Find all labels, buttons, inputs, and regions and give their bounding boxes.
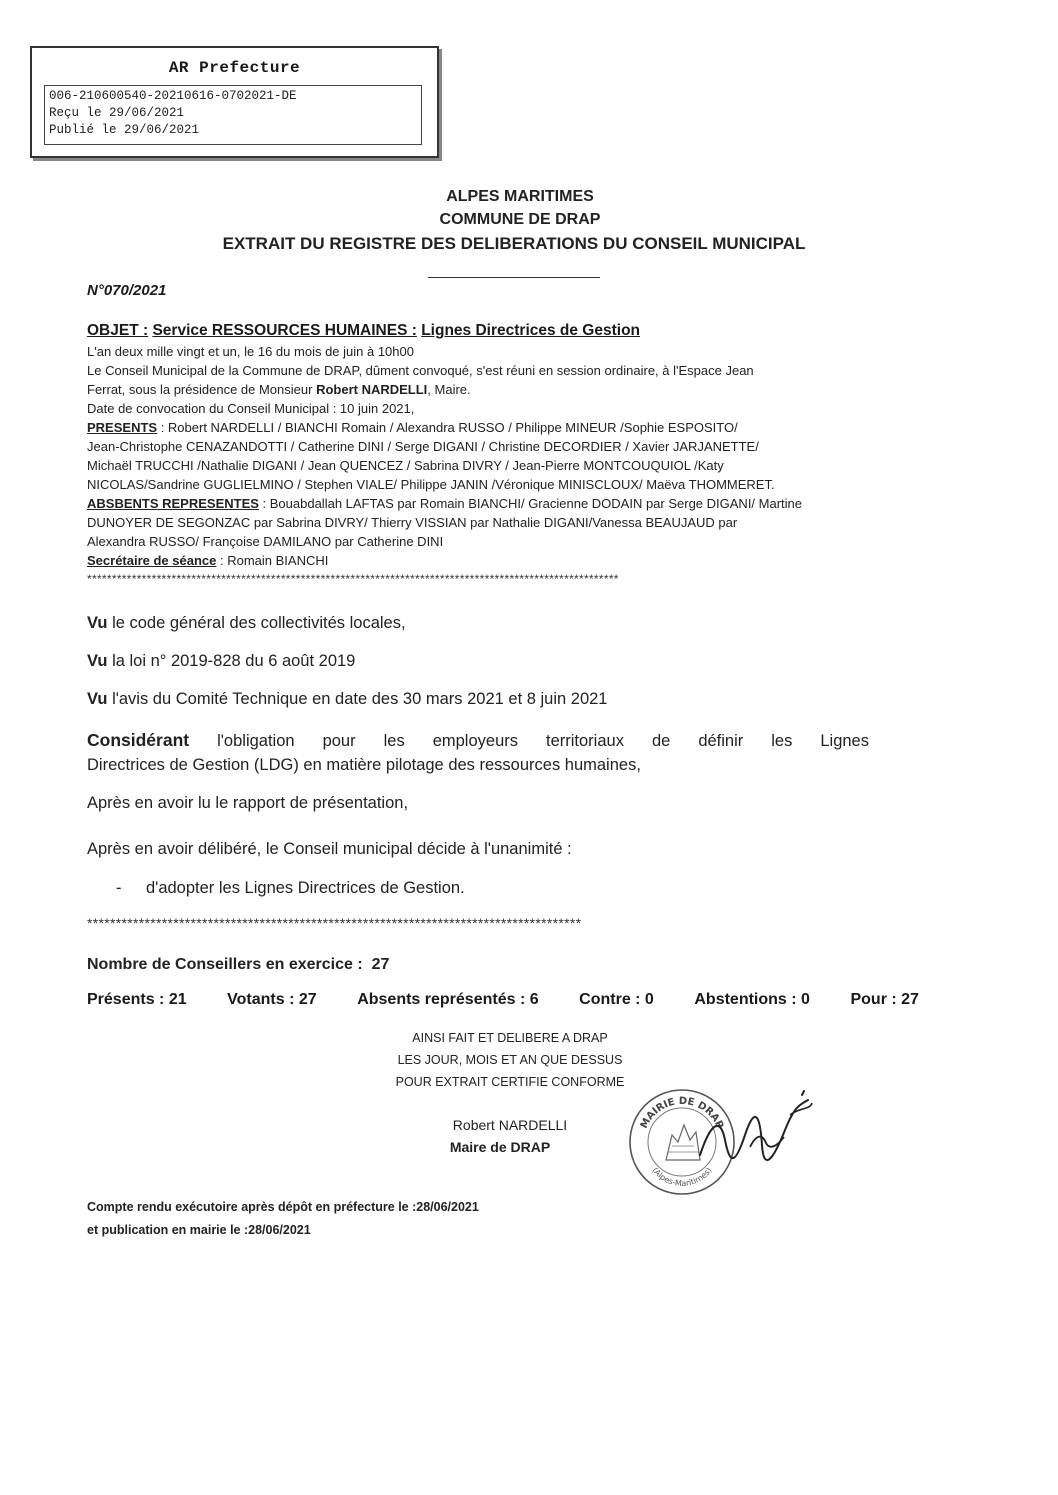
- footer-depot: Compte rendu exécutoire après dépôt en préfecture le :28/06/2021: [87, 1200, 479, 1214]
- handwritten-signature-icon: [690, 1085, 820, 1185]
- presents-line-2: Jean-Christophe CENAZANDOTTI / Catherine DINI / Serge DIGANI / Christine DECORDIER / Xavier JARJANETTE/: [87, 439, 759, 454]
- presents-text-1: : Robert NARDELLI / BIANCHI Romain / Alexandra RUSSO / Philippe MINEUR /Sophie ESPOSITO/: [157, 420, 738, 435]
- vu-label: Vu: [87, 614, 108, 632]
- absents-line-2: DUNOYER DE SEGONZAC par Sabrina DIVRY/ Thierry VISSIAN par Nathalie DIGANI/Vanessa BEAUJAUD par: [87, 515, 738, 530]
- absents-text-1: : Bouabdallah LAFTAS par Romain BIANCHI/ Gracienne DODAIN par Serge DIGANI/ Martine: [258, 496, 803, 511]
- vu-loi-text: la loi n° 2019-828 du 6 août 2019: [107, 652, 356, 670]
- stamp-details: [44, 85, 422, 145]
- separator-stars-2: **************************************************************************************: [87, 915, 582, 931]
- objet-line: [87, 322, 640, 340]
- total-presents: Présents : 21: [87, 991, 187, 1008]
- preamble-convocation: Le Conseil Municipal de la Commune de DRAP, dûment convoqué, s'est réuni en session ordinaire, à l'Espace Jean: [87, 363, 754, 378]
- absents-line-3: Alexandra RUSSO/ Françoise DAMILANO par Catherine DINI: [87, 534, 444, 549]
- vu-label: Vu: [87, 652, 108, 670]
- nombre-value: 27: [371, 956, 390, 973]
- decision-dash: -: [116, 879, 122, 897]
- footer-publication: et publication en mairie le :28/06/2021: [87, 1223, 311, 1237]
- signatory-name: Robert NARDELLI: [452, 1117, 568, 1133]
- stamp-published-date: Publié le 29/06/2021: [49, 123, 200, 137]
- header-document-title: EXTRAIT DU REGISTRE DES DELIBERATIONS DU CONSEIL MUNICIPAL: [222, 234, 806, 253]
- nombre-conseillers: [87, 954, 389, 976]
- preamble-presidence: [87, 380, 933, 399]
- nombre-label: Nombre de Conseillers en exercice :: [87, 956, 363, 973]
- considerant-line-1: [87, 729, 869, 752]
- vu-code-general: [87, 612, 406, 634]
- header-divider: [428, 277, 600, 278]
- objet-label: OBJET :: [87, 322, 149, 339]
- stamp-title: AR Prefecture: [168, 59, 301, 77]
- vu-loi: [87, 650, 355, 672]
- absents-label: ABSBENTS REPRESENTES: [87, 496, 259, 511]
- vote-totals: [87, 991, 919, 1009]
- seal-text-bottom: (Alpes-Maritimes): [650, 1165, 714, 1189]
- vu-label: Vu: [87, 690, 108, 708]
- objet-service: Service RESSOURCES HUMAINES :: [152, 322, 417, 339]
- vu-avis-text: l'avis du Comité Technique en date des 30 mars 2021 et 8 juin 2021: [107, 690, 608, 708]
- signatory-title: Maire de DRAP: [449, 1139, 551, 1155]
- apres-rapport: Après en avoir lu le rapport de présentation,: [87, 794, 409, 812]
- presents-line-1: [87, 418, 933, 437]
- stamp-reference: 006-210600540-20210616-0702021-DE: [49, 89, 297, 103]
- preamble-convocation-date: Date de convocation du Conseil Municipal : 10 juin 2021,: [87, 401, 415, 416]
- seal-text-top: MAIRIE DE DRAP: [638, 1095, 726, 1131]
- preamble-presidence-end: , Maire.: [427, 382, 471, 397]
- presents-label: PRESENTS: [87, 420, 158, 435]
- total-votants: Votants : 27: [227, 991, 317, 1008]
- considerant-text-1: l'obligation pour les employeurs territoriaux de définir les Lignes: [189, 732, 869, 750]
- vu-code-text: le code général des collectivités locales,: [107, 614, 406, 632]
- header-commune: COMMUNE DE DRAP: [439, 211, 601, 228]
- preamble-presidence-text: Ferrat, sous la présidence de Monsieur: [87, 382, 317, 397]
- secretaire-label: Secrétaire de séance: [87, 553, 217, 568]
- signature-line-3: POUR EXTRAIT CERTIFIE CONFORME: [395, 1075, 625, 1089]
- absents-line-1: [87, 494, 933, 513]
- header-department: ALPES MARITIMES: [446, 188, 594, 205]
- vu-avis-comite: [87, 688, 608, 710]
- total-absents: Absents représentés : 6: [357, 991, 539, 1008]
- total-pour: Pour : 27: [850, 991, 919, 1008]
- considerant-line-2: Directrices de Gestion (LDG) en matière pilotage des ressources humaines,: [87, 756, 641, 774]
- decision-text: d'adopter les Lignes Directrices de Gestion.: [146, 879, 465, 897]
- considerant-label: Considérant: [87, 730, 190, 750]
- ar-prefecture-stamp: [30, 46, 439, 158]
- signature-line-2: LES JOUR, MOIS ET AN QUE DESSUS: [397, 1053, 623, 1067]
- mayor-name: Robert NARDELLI: [316, 382, 428, 397]
- presents-line-3: Michaël TRUCCHI /Nathalie DIGANI / Jean QUENCEZ / Sabrina DIVRY / Jean-Pierre MONTCOUQUIOL /Katy: [87, 458, 724, 473]
- presents-line-4: NICOLAS/Sandrine GUGLIELMINO / Stephen VIALE/ Philippe JANIN /Véronique MINISCLOUX/ Maëva THOMMERET.: [87, 477, 775, 492]
- signature-line-1: AINSI FAIT ET DELIBERE A DRAP: [412, 1031, 608, 1045]
- stamp-received-date: Reçu le 29/06/2021: [49, 106, 185, 120]
- deliberation-number: N°070/2021: [87, 282, 167, 299]
- secretaire-line: [87, 551, 933, 570]
- total-abstentions: Abstentions : 0: [694, 991, 810, 1008]
- total-contre: Contre : 0: [579, 991, 654, 1008]
- secretaire-value: : Romain BIANCHI: [216, 553, 329, 568]
- apres-delibere: Après en avoir délibéré, le Conseil municipal décide à l'unanimité :: [87, 840, 572, 858]
- preamble-date: L'an deux mille vingt et un, le 16 du mois de juin à 10h00: [87, 344, 414, 359]
- separator-stars-1: ***********************************************************************************************************: [87, 572, 619, 586]
- objet-subject: Lignes Directrices de Gestion: [421, 322, 641, 339]
